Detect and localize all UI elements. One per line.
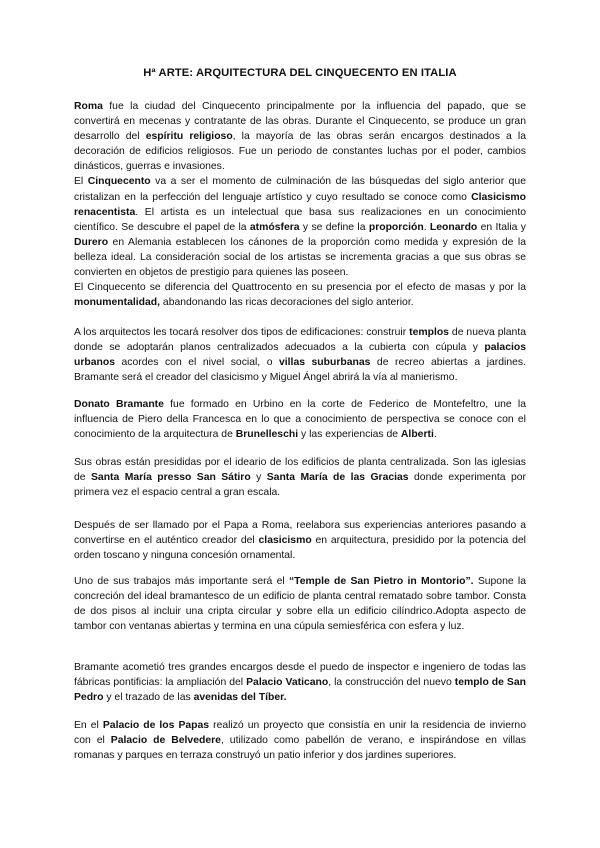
text-run: . [423, 221, 430, 233]
text-run: realizó un proyecto que consistía en unir la residencia de invierno con el [74, 720, 526, 747]
paragraph-belvedere [74, 718, 526, 763]
paragraph-tempietto [74, 574, 526, 634]
paragraph-papal-commissions [74, 660, 526, 705]
text-run: El Cinquecento se diferencia del Quattrocento en su presencia por el efecto de masas y por la [74, 282, 526, 294]
text-run: , utilizado como pabellón de verano, e inspirándose en villas romanas y parques en terraza construyó un patio inferior y dos jardines superiores. [74, 735, 526, 762]
page-title: Hª ARTE: ARQUITECTURA DEL CINQUECENTO EN ITALIA [143, 67, 457, 79]
bold-term: Leonardo [429, 221, 478, 233]
paragraph-line [74, 718, 526, 763]
text-run: Sus obras están presididas por el ideario de los edificios de planta centralizada. Son las iglesias de [74, 457, 526, 484]
text-run: acordes con el nivel social, o [115, 357, 279, 369]
paragraph-architects [74, 325, 526, 385]
text-run: en Alemania establecen los cánones de la proporción como medida y expresión de la belleza ideal. La consideración social de los artistas se incrementa gracias a que sus obras se convierten en objetos de prestigio para quienes las poseen. [74, 236, 526, 279]
text-run: Bramante acometió tres grandes encargos desde el puedo de inspector e ingeniero de todas las fábricas pontificias: la ampliación del [74, 662, 526, 689]
text-run: . [433, 429, 437, 441]
text-run: donde experimenta por primera vez el espacio central a gran escala. [74, 472, 526, 499]
text-run: . El artista es un intelectual que basa sus realizaciones en un conocimiento científico. Se descubre el papel de la [74, 206, 526, 233]
text-run: Supone la concreción del ideal bramantesco de un edificio de planta central rematado sobre tambor. Consta de dos pisos al incluir una cripta circular y sobre ella un edificio cilíndrico.Adopta aspecto de tambor con ventanas abiertas y termina en una cúpula semiesférica con esfera y luz. [74, 576, 527, 633]
paragraph-line [74, 660, 526, 705]
paragraph-line [74, 280, 526, 310]
paragraph-line [74, 325, 526, 385]
bold-term: espíritu religioso [145, 131, 233, 143]
paragraph-line [74, 397, 526, 442]
bold-term: Santa María presso San Sátiro [90, 472, 251, 484]
bold-term: Palacio de los Papas [102, 720, 210, 731]
text-run: fue formado en Urbino en la corte de Federico de Montefeltro, une la influencia de Piero della Francesca en lo que a conocimiento de perspectiva se conoce con el conocimiento de la arquitectura de [74, 399, 526, 441]
bold-term: palacios urbanos [74, 342, 526, 369]
paragraph-line [74, 574, 526, 634]
bold-term: avenidas del Tíber. [193, 692, 287, 704]
bold-term: Clasicismo renacentista [74, 191, 526, 218]
text-run: Uno de sus trabajos más importante será el [74, 576, 289, 587]
bold-term: Durero [74, 236, 109, 248]
paragraph-line [74, 174, 526, 280]
text-run: de nueva planta donde se adoptarán planos centralizados adecuados a la cubierta con cúpula y [74, 327, 527, 354]
bold-term: Cinquecento [87, 176, 151, 188]
bold-term: templos [409, 327, 449, 338]
bold-term: Alberti [400, 429, 434, 441]
text-run: abandonando las ricas decoraciones del siglo anterior. [160, 297, 414, 309]
text-run: Después de ser llamado por el Papa a Roma, reelabora sus experiencias anteriores pasando a convertirse en el auténtico creador del [74, 520, 526, 547]
text-run: y el trazado de las [103, 692, 194, 704]
text-run: en arquitectura, presidido por la potencia del orden toscano y ninguna concesión ornamental. [74, 535, 526, 562]
bold-term: monumentalidad, [74, 297, 161, 309]
text-run: El [74, 176, 88, 188]
text-run: fue la ciudad del Cinquecento principalmente por la influencia del papado, que se convertirá en mecenas y contratante de las obras. Durante el Cinquecento, se produce un gran desarrollo del [74, 101, 526, 143]
paragraph-line [74, 455, 526, 500]
paragraph-line [74, 99, 526, 174]
text-run: en Italia y [477, 221, 526, 233]
bold-term: proporción [368, 221, 424, 233]
text-run: , la mayoría de las obras serán encargos destinados a la decoración de edificios religiosos. Fue un periodo de constantes luchas por el poder, cambios dinásticos, guerras e invasiones. [74, 131, 526, 173]
bold-term: clasicismo [258, 535, 312, 547]
bold-term: Palacio de Belvedere [110, 735, 221, 747]
paragraph-centralized-plans [74, 455, 526, 500]
bold-term: Donato Bramante [74, 399, 164, 410]
bold-term: villas suburbanas [279, 357, 371, 369]
text-run: va a ser el momento de culminación de las búsquedas del siglo anterior que cristalizan en la perfección del lenguaje artístico y cuyo resultado se conoce como [74, 176, 526, 203]
text-run: de recreo abiertas a jardines. Bramante será el creador del clasicismo y Miguel Ángel abrirá la vía al manierismo. [74, 357, 526, 384]
text-run: y se define la [299, 221, 369, 233]
bold-term: Roma [74, 101, 103, 112]
bold-term: “Temple de San Pietro in Montorio”. [288, 576, 474, 587]
paragraph-donato-bramante [74, 397, 526, 442]
bold-term: Palacio Vaticano [246, 677, 329, 689]
text-run: En el [74, 720, 103, 731]
paragraph-rome-classicism [74, 518, 526, 563]
paragraph-line [74, 518, 526, 563]
bold-term: templo de San Pedro [74, 677, 526, 704]
bold-term: Brunelleschi [235, 429, 299, 441]
text-run: y [250, 472, 267, 484]
bold-term: atmósfera [249, 221, 300, 233]
paragraph-roma-cinquecento [74, 99, 526, 310]
text-run: , la construcción del nuevo [328, 677, 455, 689]
bold-term: Santa María de las Gracias [266, 472, 409, 484]
text-run: A los arquitectos les tocará resolver dos tipos de edificaciones: construir [74, 327, 410, 338]
text-run: y las experiencias de [298, 429, 401, 441]
